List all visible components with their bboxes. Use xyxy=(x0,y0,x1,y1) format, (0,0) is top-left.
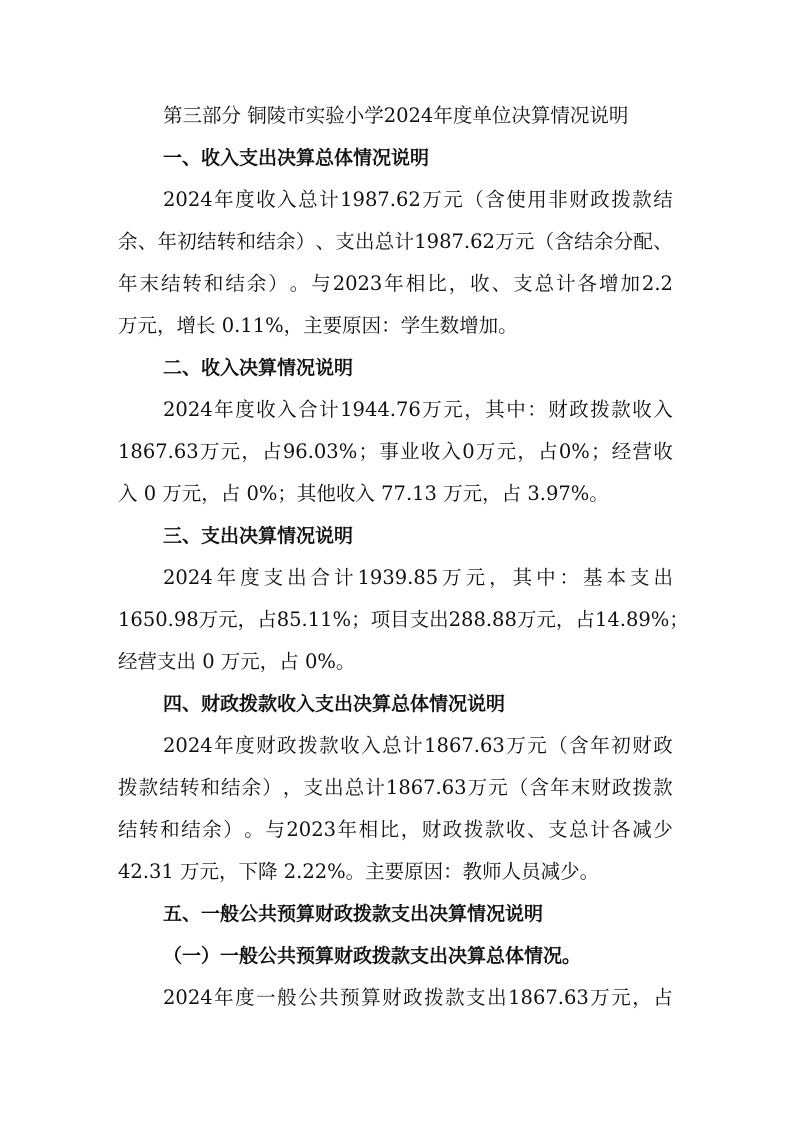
text-glyph: 收 xyxy=(256,188,276,211)
paragraph-line xyxy=(0,185,793,215)
paragraph-line xyxy=(0,773,793,803)
text-glyph: 合 xyxy=(310,566,331,589)
text-glyph: 加 xyxy=(620,272,640,295)
text-glyph: 元 xyxy=(443,188,463,211)
text-glyph: 转 xyxy=(182,272,202,295)
text-glyph: ， xyxy=(555,608,576,631)
text-glyph: 万 xyxy=(506,734,526,757)
text-glyph: 余 xyxy=(118,230,138,253)
text-glyph: ： xyxy=(527,398,547,421)
text-glyph: 转 xyxy=(216,230,237,253)
text-glyph: 支 xyxy=(548,818,568,841)
text-glyph: 万 xyxy=(199,440,220,463)
text-glyph: 款 xyxy=(611,398,631,421)
text-glyph: 总 xyxy=(382,734,402,757)
text-glyph: 拨 xyxy=(298,734,318,757)
text-glyph: 年 xyxy=(550,776,570,799)
text-glyph: 出 xyxy=(287,566,307,589)
text-glyph: 款 xyxy=(653,776,673,799)
paragraph-line xyxy=(0,395,793,425)
text-glyph: 元 xyxy=(496,440,517,463)
text-glyph: 支 xyxy=(303,776,323,799)
text-glyph: 元 xyxy=(220,440,241,463)
text-glyph: 万 xyxy=(495,230,515,253)
text-glyph: 余 xyxy=(202,818,222,841)
text-glyph: 入 xyxy=(361,734,381,757)
text-glyph: 年 xyxy=(118,272,138,295)
text-glyph: 款 xyxy=(445,986,465,1009)
text-glyph: ； xyxy=(591,440,611,463)
text-glyph: 288.88 xyxy=(448,608,517,631)
text-glyph: 款 xyxy=(484,818,505,841)
text-glyph: 余 xyxy=(246,272,267,295)
text-glyph: 1867.63 xyxy=(424,734,505,757)
text-glyph: 1867.63 xyxy=(385,776,467,799)
text-glyph: 与 xyxy=(311,272,331,295)
text-glyph: 财 xyxy=(591,776,611,799)
text-glyph: 2024 xyxy=(163,398,213,421)
text-glyph: （ xyxy=(548,734,568,757)
text-glyph: 占 xyxy=(262,440,282,463)
section-heading: 四、财政拨款收入支出决算总体情况说明 xyxy=(163,693,506,715)
text-glyph: 年 xyxy=(337,818,358,841)
text-glyph: 万 xyxy=(198,608,219,631)
text-glyph: 使 xyxy=(506,188,526,211)
text-glyph: ， xyxy=(448,272,469,295)
text-glyph: ） xyxy=(295,230,316,253)
text-glyph: 基 xyxy=(583,566,603,589)
text-glyph: 款 xyxy=(319,734,339,757)
section-heading: 三、支出决算情况说明 xyxy=(163,525,354,547)
text-glyph: 少 xyxy=(653,818,673,841)
text-glyph: 占 xyxy=(538,440,558,463)
text-glyph: （ xyxy=(464,188,484,211)
text-glyph: 用 xyxy=(527,188,547,211)
text-glyph: 财 xyxy=(548,398,568,421)
text-glyph: 万 xyxy=(590,986,610,1009)
text-glyph: 万 xyxy=(516,608,537,631)
text-glyph: 2.2 xyxy=(641,272,673,295)
text-glyph: 中 xyxy=(536,566,556,589)
text-glyph: 拨 xyxy=(118,776,138,799)
text-glyph: 计 xyxy=(365,776,385,799)
text-glyph: 元 xyxy=(488,776,508,799)
text-glyph: 余 xyxy=(593,230,614,253)
text-glyph: 总 xyxy=(569,818,589,841)
text-glyph: 出 xyxy=(429,608,449,631)
text-glyph: 、 xyxy=(315,230,336,253)
text-glyph: 万 xyxy=(475,440,496,463)
text-glyph: 1867.63 xyxy=(118,440,199,463)
text-glyph: 年 xyxy=(384,272,404,295)
text-glyph: 年 xyxy=(214,188,234,211)
text-glyph: 占 xyxy=(575,608,595,631)
text-glyph: 收 xyxy=(632,398,652,421)
text-glyph: 收 xyxy=(420,440,441,463)
text-glyph: 和 xyxy=(236,230,257,253)
text-glyph: 占 xyxy=(257,608,277,631)
text-glyph: ： xyxy=(559,566,580,589)
text-glyph: 入 xyxy=(653,398,673,421)
text-glyph: 度 xyxy=(235,734,255,757)
text-glyph: 96.03% xyxy=(282,440,358,463)
paragraph-line xyxy=(0,983,793,1013)
text-glyph: 经 xyxy=(611,440,632,463)
text-glyph: 政 xyxy=(403,986,423,1009)
text-glyph: 其 xyxy=(485,398,505,421)
text-glyph: ） xyxy=(262,776,282,799)
text-glyph: 元 xyxy=(536,608,556,631)
text-glyph: 、 xyxy=(491,272,512,295)
text-glyph: 元 xyxy=(465,566,486,589)
text-glyph: 事 xyxy=(379,440,399,463)
text-glyph: 入 xyxy=(277,398,297,421)
text-glyph: 年 xyxy=(214,734,234,757)
text-glyph: 拨 xyxy=(424,986,444,1009)
text-glyph: 末 xyxy=(570,776,591,799)
paragraph-line xyxy=(0,815,793,845)
text-glyph: 万 xyxy=(442,566,462,589)
text-glyph: 年 xyxy=(216,566,237,589)
text-glyph: 总 xyxy=(344,776,365,799)
text-glyph: 般 xyxy=(277,986,297,1009)
text-glyph: 余 xyxy=(276,230,296,253)
text-glyph: 末 xyxy=(139,272,159,295)
text-glyph: 结 xyxy=(181,818,201,841)
text-glyph: 财 xyxy=(632,734,652,757)
text-glyph: 支 xyxy=(263,566,284,589)
text-glyph: 和 xyxy=(200,776,220,799)
text-glyph: 和 xyxy=(203,272,224,295)
text-glyph: 政 xyxy=(611,776,632,799)
text-glyph: 元 xyxy=(611,986,631,1009)
text-glyph: 财 xyxy=(569,188,589,211)
section-heading: 一、收入支出决算总体情况说明 xyxy=(163,147,430,169)
text-glyph: 一 xyxy=(256,986,276,1009)
text-glyph: 转 xyxy=(179,776,200,799)
text-glyph: 款 xyxy=(138,776,159,799)
text-glyph: 出 xyxy=(653,566,673,589)
text-glyph: ， xyxy=(237,608,258,631)
text-glyph: 财 xyxy=(382,986,402,1009)
text-glyph: 比 xyxy=(379,818,400,841)
text-glyph: 结 xyxy=(256,230,276,253)
text-glyph: ， xyxy=(517,440,537,463)
text-glyph: 结 xyxy=(221,776,241,799)
text-glyph: ， xyxy=(400,818,421,841)
text-glyph: ； xyxy=(351,608,371,631)
text-glyph: 度 xyxy=(235,398,255,421)
text-glyph: 1867.63 xyxy=(508,986,589,1009)
text-glyph: 拨 xyxy=(632,776,653,799)
text-glyph: 非 xyxy=(548,188,568,211)
text-glyph: 政 xyxy=(653,734,673,757)
text-glyph: 收 xyxy=(653,440,673,463)
text-glyph: 2024 xyxy=(163,566,213,589)
text-glyph: 入 xyxy=(277,188,297,211)
text-glyph: 1939.85 xyxy=(357,566,439,589)
text-glyph: 85.11% xyxy=(276,608,352,631)
text-glyph: 万 xyxy=(422,188,442,211)
text-glyph: 配 xyxy=(633,230,653,253)
text-glyph: 计 xyxy=(556,272,576,295)
text-glyph: 含 xyxy=(485,188,505,211)
text-glyph: 含 xyxy=(554,230,574,253)
paragraph-line: 42.31 万元，下降 2.22%。主要原因：教师人员减少。 xyxy=(118,860,600,883)
text-glyph: 、 xyxy=(653,230,673,253)
text-glyph: 公 xyxy=(298,986,318,1009)
text-glyph: ） xyxy=(268,272,288,295)
text-glyph: 入 xyxy=(441,440,461,463)
text-glyph: 增 xyxy=(598,272,619,295)
text-glyph: 支 xyxy=(335,230,355,253)
document-title: 第三部分 铜陵市实验小学2024年度单位决算情况说明 xyxy=(163,104,629,127)
text-glyph: 总 xyxy=(374,230,395,253)
text-glyph: 0 xyxy=(462,440,475,463)
text-glyph: 支 xyxy=(466,986,486,1009)
text-glyph: 初 xyxy=(177,230,197,253)
text-glyph: 各 xyxy=(577,272,598,295)
text-glyph: 0% xyxy=(558,440,590,463)
text-glyph: 共 xyxy=(319,986,339,1009)
text-glyph: 2024 xyxy=(163,986,213,1009)
text-glyph: 元 xyxy=(218,608,238,631)
text-glyph: 项 xyxy=(370,608,391,631)
text-glyph: 计 xyxy=(394,230,415,253)
text-glyph: 2024 xyxy=(163,188,213,211)
text-glyph: 减 xyxy=(632,818,652,841)
text-glyph: 度 xyxy=(235,986,255,1009)
text-glyph: 含 xyxy=(529,776,549,799)
text-glyph: ， xyxy=(632,986,652,1009)
text-glyph: 元 xyxy=(527,734,547,757)
text-glyph: 结 xyxy=(160,272,181,295)
text-glyph: 总 xyxy=(534,272,555,295)
text-glyph: 计 xyxy=(590,818,610,841)
text-glyph: 相 xyxy=(358,818,379,841)
text-glyph: 1987.62 xyxy=(414,230,495,253)
text-glyph: ； xyxy=(669,608,689,631)
text-glyph: 2023 xyxy=(286,818,337,841)
text-glyph: 占 xyxy=(653,986,673,1009)
text-glyph: 1944.76 xyxy=(340,398,421,421)
text-glyph: ， xyxy=(464,398,484,421)
paragraph-line xyxy=(0,605,793,635)
text-glyph: 结 xyxy=(574,230,594,253)
text-glyph: 2024 xyxy=(163,734,213,757)
text-glyph: 万 xyxy=(467,776,488,799)
text-glyph: 支 xyxy=(630,566,650,589)
paragraph-line xyxy=(0,269,793,299)
text-glyph: 出 xyxy=(324,776,344,799)
text-glyph: 含 xyxy=(569,734,589,757)
text-glyph: 营 xyxy=(632,440,653,463)
text-glyph: 中 xyxy=(506,398,526,421)
text-glyph: 政 xyxy=(277,734,297,757)
text-glyph: 预 xyxy=(340,986,360,1009)
text-glyph: 结 xyxy=(653,188,673,211)
text-glyph: 出 xyxy=(355,230,375,253)
text-glyph: 计 xyxy=(334,566,354,589)
text-glyph: 总 xyxy=(298,188,318,211)
text-glyph: 算 xyxy=(361,986,381,1009)
text-glyph: 14.89% xyxy=(594,608,670,631)
paragraph-line: 入 0 万元，占 0%；其他收入 77.13 万元，占 3.97%。 xyxy=(118,482,609,505)
text-glyph: 结 xyxy=(159,776,179,799)
text-glyph: （ xyxy=(508,776,529,799)
text-glyph: 1987.62 xyxy=(340,188,421,211)
section-heading: 五、一般公共预算财政拨款支出决算情况说明 xyxy=(163,903,544,925)
section-heading: 二、收入决算情况说明 xyxy=(163,357,354,379)
text-glyph: 收 xyxy=(505,818,526,841)
text-glyph: 各 xyxy=(611,818,631,841)
text-glyph: ， xyxy=(282,776,303,799)
paragraph-line xyxy=(0,227,793,257)
text-glyph: 政 xyxy=(590,188,610,211)
text-glyph: 年 xyxy=(214,398,234,421)
text-glyph: 业 xyxy=(399,440,420,463)
text-glyph: ； xyxy=(358,440,378,463)
text-glyph: 结 xyxy=(197,230,217,253)
text-glyph: 收 xyxy=(256,398,276,421)
text-glyph: 万 xyxy=(422,398,442,421)
text-glyph: 比 xyxy=(427,272,447,295)
text-glyph: 计 xyxy=(403,734,423,757)
text-glyph: 政 xyxy=(442,818,463,841)
paragraph-line xyxy=(0,437,793,467)
paragraph-line: 万元，增长 0.11%，主要原因：学生数增加。 xyxy=(118,314,518,337)
paragraph-line: 经营支出 0 万元，占 0%。 xyxy=(118,650,356,673)
text-glyph: 与 xyxy=(265,818,285,841)
text-glyph: 本 xyxy=(606,566,627,589)
text-glyph: 计 xyxy=(319,398,339,421)
text-glyph: （ xyxy=(534,230,555,253)
text-glyph: 年 xyxy=(590,734,610,757)
text-glyph: 支 xyxy=(409,608,430,631)
text-glyph: ） xyxy=(223,818,243,841)
text-glyph: 、 xyxy=(526,818,547,841)
text-glyph: 。 xyxy=(289,272,310,295)
text-glyph: 。 xyxy=(244,818,264,841)
subsection-heading: （一）一般公共预算财政拨款支出决算总体情况。 xyxy=(163,945,582,967)
text-glyph: 拨 xyxy=(463,818,484,841)
text-glyph: 年 xyxy=(214,986,234,1009)
text-glyph: 、 xyxy=(137,230,158,253)
text-glyph: 合 xyxy=(298,398,318,421)
text-glyph: 财 xyxy=(256,734,276,757)
paragraph-line xyxy=(0,731,793,761)
text-glyph: 其 xyxy=(512,566,533,589)
text-glyph: 2023 xyxy=(332,272,383,295)
text-glyph: 度 xyxy=(235,188,255,211)
text-glyph: 度 xyxy=(240,566,260,589)
text-glyph: 收 xyxy=(340,734,360,757)
text-glyph: 1650.98 xyxy=(118,608,199,631)
text-glyph: 支 xyxy=(513,272,533,295)
text-glyph: 款 xyxy=(632,188,652,211)
text-glyph: 余 xyxy=(241,776,262,799)
paragraph-line xyxy=(0,563,793,593)
text-glyph: 转 xyxy=(139,818,159,841)
text-glyph: 拨 xyxy=(611,188,631,211)
text-glyph: 财 xyxy=(421,818,442,841)
text-glyph: 目 xyxy=(390,608,410,631)
text-glyph: 结 xyxy=(225,272,245,295)
text-glyph: 分 xyxy=(613,230,634,253)
text-glyph: ， xyxy=(489,566,509,589)
text-glyph: ， xyxy=(241,440,261,463)
text-glyph: 初 xyxy=(611,734,631,757)
text-glyph: 结 xyxy=(118,818,138,841)
text-glyph: 拨 xyxy=(590,398,610,421)
text-glyph: 元 xyxy=(443,398,463,421)
text-glyph: 收 xyxy=(470,272,490,295)
text-glyph: 和 xyxy=(160,818,180,841)
text-glyph: 年 xyxy=(157,230,178,253)
text-glyph: 计 xyxy=(319,188,339,211)
text-glyph: 出 xyxy=(487,986,507,1009)
text-glyph: 元 xyxy=(514,230,535,253)
text-glyph: 政 xyxy=(569,398,589,421)
text-glyph: 相 xyxy=(405,272,426,295)
